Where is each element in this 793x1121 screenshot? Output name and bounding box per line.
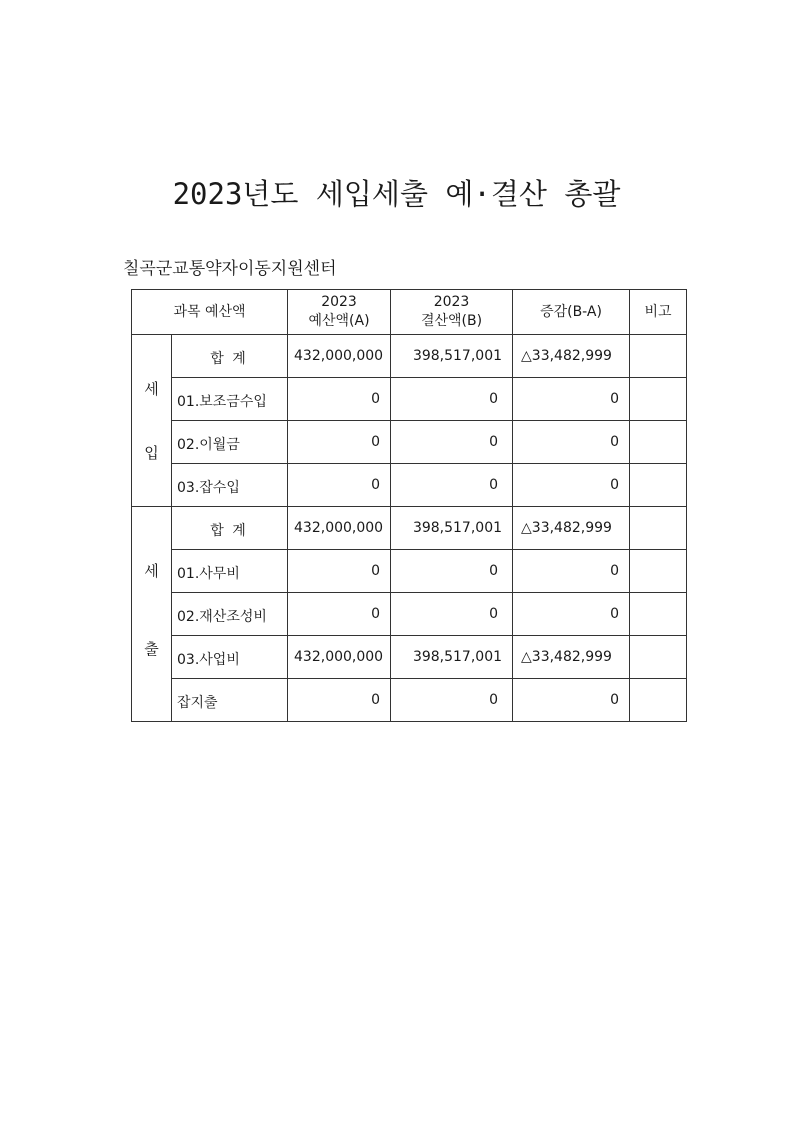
row-settlement: 0 xyxy=(391,679,513,722)
row-change: 0 xyxy=(513,679,630,722)
row-change: 0 xyxy=(513,593,630,636)
table-row xyxy=(132,550,687,593)
header-settlement-label: 결산액(B) xyxy=(420,313,483,329)
row-budget: 0 xyxy=(288,550,391,593)
row-item: 02.이월금 xyxy=(172,421,288,464)
budget-summary-table xyxy=(131,289,687,722)
row-settlement: 398,517,001 xyxy=(391,507,513,550)
row-item: 01.사무비 xyxy=(172,550,288,593)
row-settlement: 0 xyxy=(391,378,513,421)
table-row xyxy=(132,593,687,636)
expenditure-section-char: 세 xyxy=(144,561,159,580)
row-change: 0 xyxy=(513,464,630,507)
row-budget: 0 xyxy=(288,593,391,636)
row-settlement: 0 xyxy=(391,593,513,636)
table-header-row xyxy=(132,290,687,335)
row-settlement: 398,517,001 xyxy=(391,335,513,378)
row-item: 03.사업비 xyxy=(172,636,288,679)
header-settlement xyxy=(391,290,513,335)
row-item: 02.재산조성비 xyxy=(172,593,288,636)
table-row xyxy=(132,378,687,421)
row-change: △33,482,999 xyxy=(513,335,630,378)
table-row xyxy=(132,335,687,378)
table-row xyxy=(132,636,687,679)
row-note xyxy=(630,636,687,679)
page-title: 2023년도 세입세출 예·결산 총괄 xyxy=(172,177,621,211)
row-item: 03.잡수입 xyxy=(172,464,288,507)
revenue-section-char: 입 xyxy=(144,444,159,462)
row-note xyxy=(630,679,687,722)
row-item: 합 계 xyxy=(172,335,288,378)
row-settlement: 398,517,001 xyxy=(391,636,513,679)
row-change: △33,482,999 xyxy=(513,636,630,679)
row-note xyxy=(630,335,687,378)
row-note xyxy=(630,593,687,636)
header-note: 비고 xyxy=(630,290,687,335)
row-note xyxy=(630,378,687,421)
organization-name: 칠곡군교통약자이동지원센터 xyxy=(123,259,337,279)
row-change: △33,482,999 xyxy=(513,507,630,550)
header-budget-year: 2023 xyxy=(321,294,357,310)
header-subject: 과목 예산액 xyxy=(132,290,288,335)
row-item: 합 계 xyxy=(172,507,288,550)
row-note xyxy=(630,550,687,593)
row-settlement: 0 xyxy=(391,464,513,507)
row-settlement: 0 xyxy=(391,421,513,464)
revenue-section-label xyxy=(132,335,172,507)
row-budget: 0 xyxy=(288,679,391,722)
header-budget-label: 예산액(A) xyxy=(308,313,370,329)
table-row xyxy=(132,464,687,507)
revenue-section-char: 세 xyxy=(144,380,159,398)
expenditure-section-char: 출 xyxy=(144,639,159,658)
row-budget: 0 xyxy=(288,378,391,421)
row-budget: 432,000,000 xyxy=(288,507,391,550)
row-change: 0 xyxy=(513,378,630,421)
row-item: 잡지출 xyxy=(172,679,288,722)
row-budget: 0 xyxy=(288,464,391,507)
row-budget: 0 xyxy=(288,421,391,464)
row-note xyxy=(630,421,687,464)
row-note xyxy=(630,464,687,507)
row-budget: 432,000,000 xyxy=(288,636,391,679)
table-row xyxy=(132,507,687,550)
header-settlement-year: 2023 xyxy=(433,294,470,310)
table-row xyxy=(132,421,687,464)
table-row xyxy=(132,679,687,722)
row-change: 0 xyxy=(513,421,630,464)
row-change: 0 xyxy=(513,550,630,593)
row-settlement: 0 xyxy=(391,550,513,593)
header-change: 증감(B-A) xyxy=(513,290,630,335)
row-budget: 432,000,000 xyxy=(288,335,391,378)
expenditure-section-label xyxy=(132,507,172,722)
header-budget xyxy=(288,290,391,335)
row-note xyxy=(630,507,687,550)
row-item: 01.보조금수입 xyxy=(172,378,288,421)
